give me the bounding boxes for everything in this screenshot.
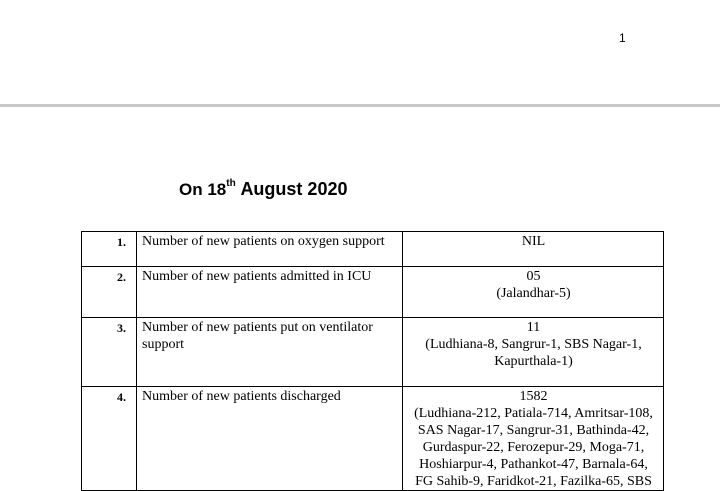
row-value bbox=[403, 318, 664, 387]
row-number: 3. bbox=[82, 318, 137, 387]
row-number: 2. bbox=[82, 267, 137, 318]
heading-suffix: August 2020 bbox=[240, 179, 348, 199]
value-line: NIL bbox=[521, 234, 546, 249]
table-row bbox=[82, 318, 664, 387]
table-row bbox=[82, 267, 664, 318]
row-description: Number of new patients discharged bbox=[137, 387, 403, 491]
row-number: 1. bbox=[82, 232, 137, 267]
patients-table bbox=[81, 231, 664, 491]
value-line: FG Sahib-9, Faridkot-21, Fazilka-65, SBS bbox=[415, 474, 652, 489]
value-line: SAS Nagar-17, Sangrur-31, Bathinda-42, bbox=[417, 423, 650, 438]
value-line: (Ludhiana-8, Sangrur-1, SBS Nagar-1, bbox=[425, 337, 642, 352]
heading-superscript: th bbox=[226, 178, 236, 190]
value-line: Hoshiarpur-4, Pathankot-47, Barnala-64, bbox=[419, 457, 648, 472]
row-value bbox=[403, 387, 664, 491]
value-line: Kapurthala-1) bbox=[494, 354, 573, 369]
value-line: Gurdaspur-22, Ferozepur-29, Moga-71, bbox=[422, 440, 645, 455]
row-value bbox=[403, 267, 664, 318]
value-line: (Ludhiana-212, Patiala-714, Amritsar-108, bbox=[414, 406, 653, 421]
row-description: Number of new patients on oxygen support bbox=[137, 232, 403, 267]
row-description: Number of new patients admitted in ICU bbox=[137, 267, 403, 318]
value-line: (Jalandhar-5) bbox=[496, 286, 571, 301]
table-row bbox=[82, 387, 664, 491]
value-line: 1582 bbox=[519, 389, 548, 404]
row-description: Number of new patients put on ventilator support bbox=[137, 318, 403, 387]
value-line: 11 bbox=[526, 320, 541, 335]
page-number: 1 bbox=[619, 31, 626, 45]
report-date-heading bbox=[179, 179, 347, 200]
heading-prefix: On 18 bbox=[179, 180, 227, 199]
page-divider bbox=[0, 104, 720, 107]
row-number: 4. bbox=[82, 387, 137, 491]
value-line: 05 bbox=[526, 269, 541, 284]
table-row bbox=[82, 232, 664, 267]
row-value bbox=[403, 232, 664, 267]
